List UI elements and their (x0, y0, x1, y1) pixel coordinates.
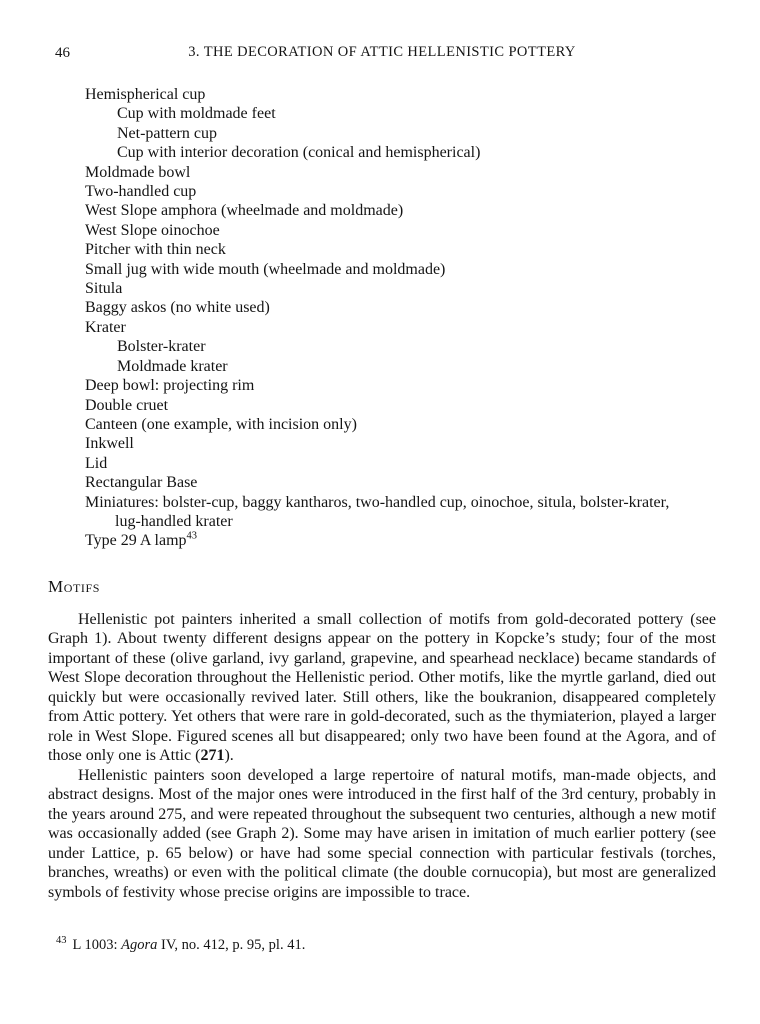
page-header (48, 44, 716, 63)
list-item-text: Double cruet (85, 396, 169, 414)
list-item-text: Net-pattern cup (117, 124, 217, 142)
list-item (85, 454, 716, 473)
list-item (85, 279, 716, 298)
list-item-text: Lid (85, 454, 108, 472)
list-item-text: Type 29 A lamp (85, 532, 187, 550)
shape-list (85, 85, 716, 551)
list-item-text: Two-handled cup (85, 183, 197, 201)
list-item (85, 337, 716, 356)
running-head: 3. THE DECORATION OF ATTIC HELLENISTIC POTTERY (188, 44, 576, 60)
list-item (85, 357, 716, 376)
paragraph (48, 610, 716, 766)
list-item-text: Cup with moldmade feet (117, 105, 276, 123)
list-item (85, 104, 716, 123)
list-item (85, 201, 716, 220)
list-item (85, 531, 716, 550)
page-number: 46 (55, 45, 70, 61)
list-item-text: Situla (85, 280, 123, 298)
list-item-text: Moldmade krater (117, 357, 228, 375)
list-item (85, 298, 716, 317)
section-heading-motifs: Motifs (48, 576, 101, 596)
text-run: Agora (121, 937, 158, 954)
body-paragraphs (48, 610, 716, 903)
list-item (85, 124, 716, 143)
list-item-text: Canteen (one example, with incision only) (85, 415, 357, 433)
list-item (85, 415, 716, 434)
list-item (85, 473, 716, 492)
list-item (85, 260, 716, 279)
list-item-text: Krater (85, 318, 126, 336)
list-item (85, 318, 716, 337)
text-run: Hellenistic painters soon developed a large repertoire of natural motifs, man-made objects, and abstract designs. Most of the major ones were introduced in the first half of the 3rd century, probably in the years around 275, and were repeated throughout the subsequent two centuries, although a new motif was occasionally added (see Graph 2). Some may have arisen in imitation of much earlier pottery (see under Lattice, p. 65 below) or have had some special connection with particular festivals (torches, branches, wreaths) or even with the political climate (the double cornucopia), but most are generalized symbols of festivity whose precise origins are impossible to trace. (48, 766, 716, 901)
list-item-text: Baggy askos (no white used) (85, 299, 270, 317)
text-run: Hellenistic pot painters inherited a small collection of motifs from gold-decorated pottery (see Graph 1). About twenty different designs appear on the pottery in Kopcke’s study; four of the most important of these (olive garland, ivy garland, grapevine, and spearhead necklace) became standards of West Slope decoration throughout the Hellenistic period. Other motifs, like the myrtle garland, died out quickly but were occasionally revived later. Still others, like the boukranion, disappeared completely from Attic pottery. Yet others that were rare in gold-decorated, such as the thymiaterion, played a larger role in West Slope. Figured scenes all but disappeared; only two have been found at the Agora, and of those only one is Attic ( (48, 610, 716, 765)
text-run: IV, no. 412, p. 95, pl. 41. (157, 937, 306, 954)
list-item-text: West Slope oinochoe (85, 221, 220, 239)
list-item (85, 163, 716, 182)
list-item-text: Small jug with wide mouth (wheelmade and moldmade) (85, 260, 446, 278)
list-item (85, 240, 716, 259)
list-item (85, 396, 716, 415)
list-item (85, 221, 716, 240)
list-item-text: Bolster-krater (117, 338, 206, 356)
list-item (85, 85, 716, 104)
list-item-text: West Slope amphora (wheelmade and moldmade) (85, 202, 404, 220)
footnote-ref: 43 (186, 531, 198, 543)
list-item-text: Deep bowl: projecting rim (85, 377, 255, 395)
list-item (85, 493, 716, 512)
list-item-text: Pitcher with thin neck (85, 241, 226, 259)
text-run: ). (224, 747, 234, 765)
list-item-text: Rectangular Base (85, 474, 198, 492)
footnote-text (73, 937, 306, 953)
list-item (85, 376, 716, 395)
text-run: L 1003: (72, 937, 122, 954)
list-item-text: lug-handled krater (115, 512, 233, 530)
list-item (85, 182, 716, 201)
list-item-text: Inkwell (85, 435, 134, 453)
list-item-text: Hemispherical cup (85, 86, 206, 103)
list-item (85, 512, 716, 531)
list-item-text: Miniatures: bolster-cup, baggy kantharos, two-handled cup, oinochoe, situla, bolster-krater, (85, 493, 670, 511)
footnote (56, 936, 716, 954)
text-run: 271 (200, 747, 225, 765)
list-item-text: Cup with interior decoration (conical and hemispherical) (117, 144, 481, 162)
paragraph (48, 766, 716, 903)
list-item (85, 143, 716, 162)
footnote-marker: 43 (56, 935, 67, 947)
list-item (85, 434, 716, 453)
list-item-text: Moldmade bowl (85, 163, 191, 181)
